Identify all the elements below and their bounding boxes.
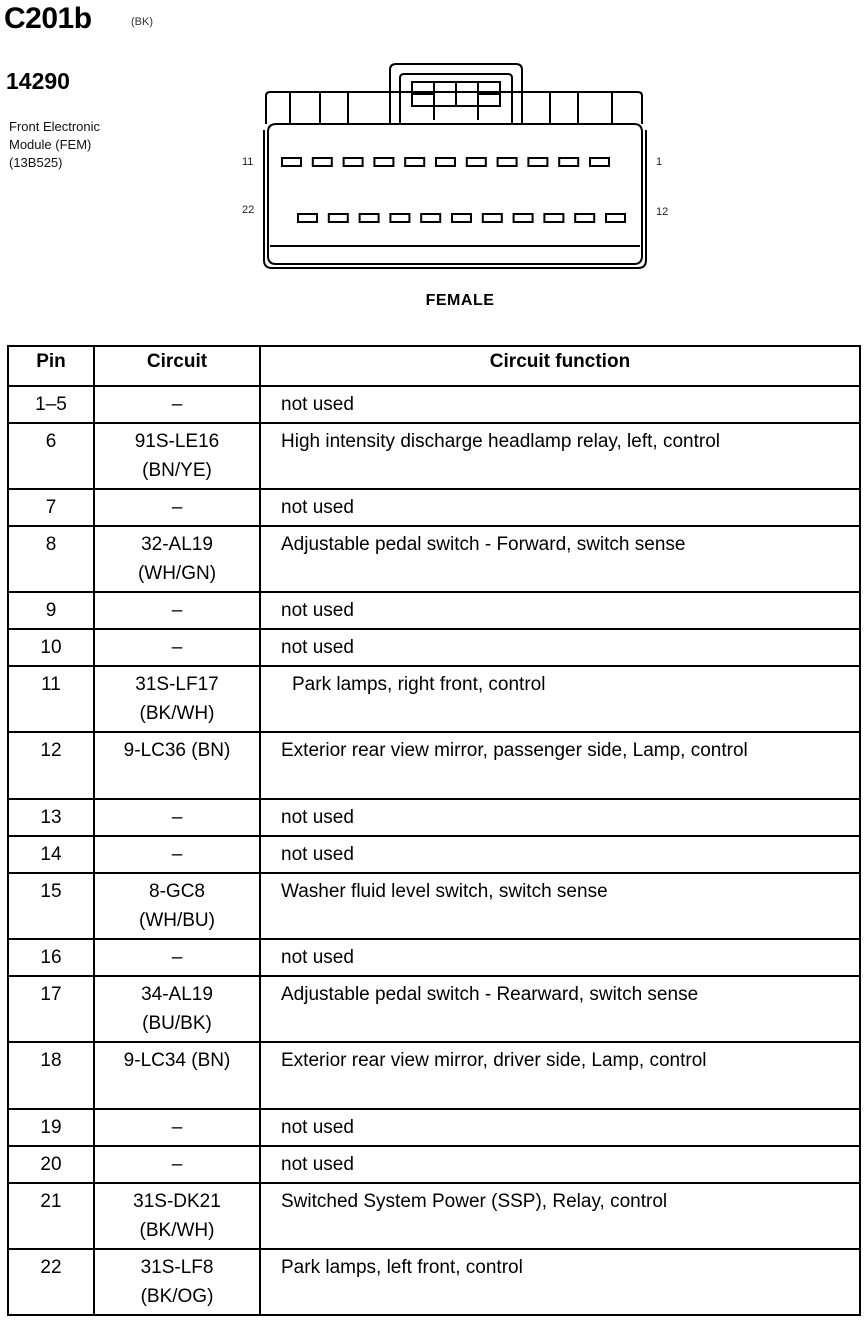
pin-cavity: [405, 158, 424, 166]
pin-cavity: [436, 158, 455, 166]
table-row: [8, 873, 860, 939]
circuit-cell: [94, 592, 260, 629]
function-cell: not used: [260, 386, 860, 423]
circuit-line: 32-AL19: [141, 534, 213, 555]
function-cell: Exterior rear view mirror, driver side, Lamp, control: [260, 1042, 860, 1109]
pin-cavity: [282, 158, 301, 166]
function-cell: Washer fluid level switch, switch sense: [260, 873, 860, 939]
pin-cavity: [390, 214, 409, 222]
pin-cavity: [544, 214, 563, 222]
table-header-row: [8, 346, 860, 386]
table-row: [8, 1183, 860, 1249]
pin-number-label: 1: [656, 156, 663, 168]
function-cell: not used: [260, 489, 860, 526]
description-line: (13B525): [9, 155, 63, 170]
function-cell: not used: [260, 629, 860, 666]
pin-cavity: [329, 214, 348, 222]
pin-cell: 13: [8, 799, 94, 836]
table-row: [8, 629, 860, 666]
circuit-line: –: [171, 394, 183, 415]
table-row: [8, 1146, 860, 1183]
table-row: [8, 386, 860, 423]
circuit-cell: [94, 629, 260, 666]
pin-cell: 7: [8, 489, 94, 526]
pin-cell: 16: [8, 939, 94, 976]
table-row: [8, 592, 860, 629]
pin-cell: 11: [8, 666, 94, 732]
connector-gender-label: FEMALE: [425, 292, 495, 309]
function-cell: not used: [260, 939, 860, 976]
circuit-line: –: [171, 1117, 183, 1138]
pin-cavity: [514, 214, 533, 222]
pin-cell: 1–5: [8, 386, 94, 423]
connector-id: C201b: [4, 2, 92, 35]
pin-cavity: [498, 158, 517, 166]
module-description: [9, 118, 100, 172]
circuit-line: (BK/WH): [139, 1220, 215, 1241]
pin-cavity: [575, 214, 594, 222]
circuit-cell: [94, 873, 260, 939]
circuit-cell: [94, 836, 260, 873]
circuit-line: –: [171, 844, 183, 865]
circuit-line: 91S-LE16: [134, 431, 220, 452]
pin-cavity: [360, 214, 379, 222]
function-cell: Switched System Power (SSP), Relay, control: [260, 1183, 860, 1249]
pin-number-label: 11: [242, 156, 254, 168]
circuit-cell: [94, 666, 260, 732]
table-row: [8, 526, 860, 592]
table-row: [8, 836, 860, 873]
pin-cell: 8: [8, 526, 94, 592]
circuit-line: 31S-LF8: [140, 1257, 214, 1278]
circuit-cell: [94, 1146, 260, 1183]
circuit-line: 31S-DK21: [133, 1191, 221, 1212]
column-header-circuit: Circuit: [94, 346, 260, 386]
pin-cavity: [298, 214, 317, 222]
circuit-cell: [94, 526, 260, 592]
circuit-cell: [94, 1183, 260, 1249]
circuit-line: 8-GC8: [149, 881, 205, 902]
pin-cavity: [590, 158, 609, 166]
circuit-cell: [94, 799, 260, 836]
circuit-cell: [94, 423, 260, 489]
function-cell: Adjustable pedal switch - Forward, switch sense: [260, 526, 860, 592]
function-cell: Adjustable pedal switch - Rearward, switch sense: [260, 976, 860, 1042]
function-cell: Park lamps, left front, control: [260, 1249, 860, 1315]
table-row: [8, 976, 860, 1042]
circuit-line: (WH/BU): [139, 910, 215, 931]
pinout-table-body: [8, 386, 860, 1315]
function-cell: not used: [260, 1109, 860, 1146]
pin-cavity: [344, 158, 363, 166]
pin-cavity: [374, 158, 393, 166]
function-cell: High intensity discharge headlamp relay, left, control: [260, 423, 860, 489]
pin-cavity: [483, 214, 502, 222]
circuit-line: (WH/GN): [137, 563, 217, 584]
circuit-line: (BN/YE): [142, 460, 212, 481]
table-row: [8, 423, 860, 489]
pin-cell: 19: [8, 1109, 94, 1146]
table-row: [8, 1109, 860, 1146]
pinout-table: [7, 345, 861, 1316]
pin-cell: 6: [8, 423, 94, 489]
column-header-function: Circuit function: [260, 346, 860, 386]
circuit-cell: [94, 732, 260, 799]
pin-number-label: 12: [656, 206, 669, 218]
connector-face-diagram: [240, 60, 680, 275]
pin-cavity: [559, 158, 578, 166]
circuit-line: –: [171, 600, 183, 621]
circuit-line: (BK/OG): [140, 1286, 214, 1307]
circuit-cell: [94, 386, 260, 423]
pin-cavity: [606, 214, 625, 222]
circuit-line: 9-LC36 (BN): [123, 740, 231, 761]
table-row: [8, 939, 860, 976]
table-row: [8, 489, 860, 526]
function-cell: not used: [260, 592, 860, 629]
circuit-line: –: [171, 497, 183, 518]
circuit-cell: [94, 489, 260, 526]
table-row: [8, 1042, 860, 1109]
pin-cell: 20: [8, 1146, 94, 1183]
pin-cell: 15: [8, 873, 94, 939]
pin-number-label: 22: [242, 204, 255, 216]
pin-cavity: [421, 214, 440, 222]
pin-cavity: [528, 158, 547, 166]
circuit-cell: [94, 976, 260, 1042]
circuit-line: 34-AL19: [141, 984, 213, 1005]
function-cell: not used: [260, 799, 860, 836]
function-cell: Park lamps, right front, control: [260, 666, 860, 732]
column-header-pin: Pin: [8, 346, 94, 386]
circuit-cell: [94, 1109, 260, 1146]
description-line: Front Electronic: [9, 119, 101, 134]
circuit-line: –: [171, 637, 183, 658]
circuit-line: –: [171, 807, 183, 828]
function-cell: not used: [260, 1146, 860, 1183]
circuit-cell: [94, 939, 260, 976]
pin-cell: 12: [8, 732, 94, 799]
function-cell: Exterior rear view mirror, passenger side, Lamp, control: [260, 732, 860, 799]
part-number: 14290: [6, 68, 70, 94]
circuit-line: 31S-LF17: [135, 674, 219, 695]
circuit-line: (BU/BK): [142, 1013, 212, 1034]
function-cell: not used: [260, 836, 860, 873]
pin-cell: 22: [8, 1249, 94, 1315]
table-row: [8, 666, 860, 732]
description-line: Module (FEM): [9, 137, 92, 152]
circuit-cell: [94, 1042, 260, 1109]
table-row: [8, 732, 860, 799]
pin-cell: 17: [8, 976, 94, 1042]
circuit-line: –: [171, 947, 183, 968]
pin-cell: 21: [8, 1183, 94, 1249]
circuit-line: –: [171, 1154, 183, 1175]
circuit-line: (BK/WH): [139, 703, 215, 724]
pin-cavity: [452, 214, 471, 222]
pin-cavity: [467, 158, 486, 166]
table-row: [8, 1249, 860, 1315]
pin-cell: 9: [8, 592, 94, 629]
pin-cell: 18: [8, 1042, 94, 1109]
connector-color: (BK): [131, 16, 153, 28]
circuit-line: 9-LC34 (BN): [123, 1050, 231, 1071]
circuit-cell: [94, 1249, 260, 1315]
pin-cell: 14: [8, 836, 94, 873]
pin-cell: 10: [8, 629, 94, 666]
pin-cavity: [313, 158, 332, 166]
table-row: [8, 799, 860, 836]
